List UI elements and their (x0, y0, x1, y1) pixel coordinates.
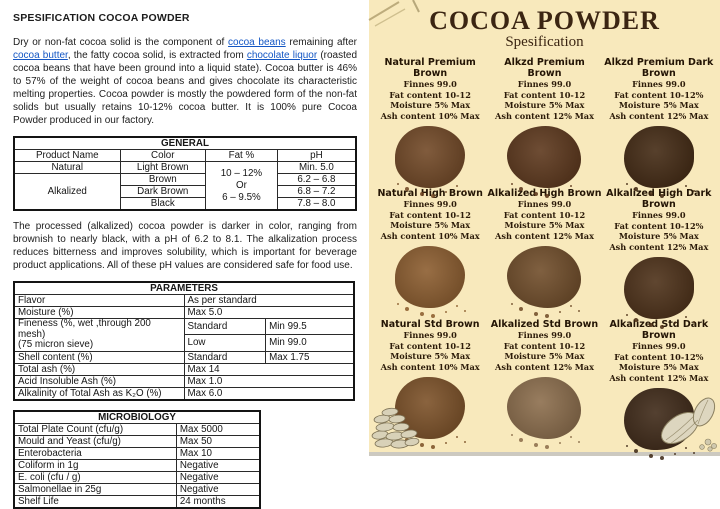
product-moisture: Moisture 5% Max (504, 351, 585, 361)
product-name: Alkalized High Brown (487, 188, 602, 199)
product-fat: Fat content 10-12 (503, 89, 586, 100)
general-ph-black: 7.8 – 8.0 (277, 198, 356, 211)
micro-row-label: Salmonellae in 25g (14, 483, 176, 495)
param-fineness-standard: Standard (184, 319, 266, 335)
general-ph-brown: 6.2 – 6.8 (277, 174, 356, 186)
intro-text-1: Dry or non-fat cocoa solid is the component of (13, 37, 229, 48)
product-finnes: Finnes 99.0 (517, 79, 572, 89)
general-color-brown: Brown (120, 174, 206, 186)
micro-row-label: Enterobacteria (14, 447, 176, 459)
cocoa-pods-sketch-image (650, 386, 720, 452)
micro-row-label: E. coli (cfu / g) (14, 471, 176, 483)
panel-subtitle: Spesification (505, 34, 584, 50)
param-fineness-low: Low (184, 335, 266, 351)
param-shell-value: Max 1.75 (266, 351, 354, 363)
micro-row-value: 24 months (176, 495, 260, 508)
param-flavor-label: Flavor (14, 295, 184, 307)
product-moisture: Moisture 5% Max (504, 100, 585, 110)
micro-row-value: Max 50 (176, 435, 260, 447)
microbiology-table (13, 410, 261, 509)
fineness-label-line-2: (75 micron sieve) (18, 339, 94, 350)
product-moisture: Moisture 5% Max (618, 231, 699, 241)
general-col-color: Color (120, 150, 206, 162)
micro-row-value: Negative (176, 459, 260, 471)
micro-row-label: Mould and Yeast (cfu/g) (14, 435, 176, 447)
general-ph-natural: Min. 5.0 (277, 162, 356, 174)
product-name: Natural Premium Brown (384, 57, 476, 79)
general-color-black: Black (120, 198, 206, 211)
cocoa-powder-spec-panel (369, 0, 720, 456)
product-fat: Fat content 10-12 (503, 340, 586, 351)
param-fineness-label (14, 319, 184, 352)
product-name: Alkalized Std Brown (490, 319, 599, 330)
cocoa-powder-pile-image (507, 377, 581, 439)
branch-sketch-decoration (369, 0, 429, 30)
cocoa-powder-pile-image (395, 126, 465, 188)
product-ash: Ash content 10% Max (380, 110, 480, 121)
param-alkalinity-label: Alkalinity of Total Ash as K₂O (%) (14, 387, 184, 400)
product-cell-natural-high-brown (373, 186, 487, 317)
param-total-ash-value: Max 14 (184, 363, 354, 375)
general-col-ph: pH (277, 150, 356, 162)
product-finnes: Finnes 99.0 (632, 79, 686, 89)
general-product-alkalized: Alkalized (14, 174, 120, 211)
fat-line-3: 6 – 9.5% (222, 191, 261, 203)
intro-text-2: remaining after (285, 37, 358, 48)
product-ash: Ash content 10% Max (380, 361, 480, 372)
cocoa-powder-pile-image (395, 246, 465, 308)
product-name: Alkalized High Dark Brown (606, 188, 712, 210)
product-fat: Fat content 10-12% (614, 220, 704, 231)
parameters-table (13, 281, 355, 401)
product-ash: Ash content 12% Max (494, 230, 594, 241)
micro-row-label: Shelf Life (14, 495, 176, 508)
param-acid-ash-value: Max 1.0 (184, 375, 354, 387)
product-fat: Fat content 10-12 (503, 209, 586, 220)
product-moisture: Moisture 5% Max (390, 351, 471, 361)
product-name: Alkalized Std Dark Brown (609, 319, 709, 341)
general-color-light-brown: Light Brown (120, 162, 206, 174)
cocoa-beans-link[interactable]: cocoa beans (228, 37, 286, 48)
general-ph-dark-brown: 6.8 – 7.2 (277, 186, 356, 198)
product-finnes: Finnes 99.0 (517, 330, 572, 340)
product-fat: Fat content 10-12 (389, 209, 471, 220)
micro-row-value: Max 5000 (176, 423, 260, 435)
cocoa-butter-link[interactable]: cocoa butter (13, 50, 68, 61)
product-fat: Fat content 10-12% (614, 89, 704, 100)
fat-line-1: 10 – 12% (220, 167, 263, 179)
micro-row-label: Coliform in 1g (14, 459, 176, 471)
param-flavor-value: As per standard (184, 295, 354, 307)
product-moisture: Moisture 5% Max (390, 220, 471, 230)
product-finnes: Finnes 99.0 (632, 341, 686, 351)
intro-paragraph (13, 36, 357, 127)
product-ash: Ash content 12% Max (494, 361, 594, 372)
general-product-natural: Natural (14, 162, 120, 174)
panel-title: COCOA POWDER (429, 6, 660, 35)
cocoa-powder-pile-image (507, 246, 581, 308)
fat-line-2: Or (235, 179, 247, 191)
product-ash: Ash content 12% Max (609, 110, 709, 121)
product-ash: Ash content 12% Max (609, 241, 709, 252)
product-finnes: Finnes 99.0 (632, 210, 686, 220)
product-finnes: Finnes 99.0 (403, 199, 457, 209)
product-moisture: Moisture 5% Max (618, 362, 699, 372)
product-moisture: Moisture 5% Max (390, 100, 471, 110)
general-col-fat: Fat % (206, 150, 278, 162)
product-name: Natural High Brown (377, 188, 483, 199)
product-fat: Fat content 10-12 (389, 340, 471, 351)
general-fat-range (206, 162, 278, 211)
general-table-title: GENERAL (14, 137, 356, 150)
cocoa-powder-pile-image (624, 257, 694, 319)
product-ash: Ash content 12% Max (609, 372, 709, 383)
param-fineness-standard-value: Min 99.5 (266, 319, 354, 335)
param-moisture-label: Moisture (%) (14, 307, 184, 319)
param-shell-label: Shell content (%) (14, 351, 184, 363)
product-fat: Fat content 10-12 (389, 89, 471, 100)
product-moisture: Moisture 5% Max (504, 220, 585, 230)
micro-row-label: Total Plate Count (cfu/g) (14, 423, 176, 435)
product-cell-alkalized-std-brown (487, 317, 601, 448)
product-name: Alkzd Premium Brown (504, 57, 585, 79)
product-cell-natural-premium-brown (373, 55, 487, 186)
product-cell-alkzd-premium-brown (487, 55, 601, 186)
product-name: Alkzd Premium Dark Brown (604, 57, 714, 79)
fineness-label-line-1: Fineness (%, wet ,through 200 mesh) (18, 318, 151, 340)
micro-row-value: Negative (176, 471, 260, 483)
parameters-table-title: PARAMETERS (14, 282, 354, 295)
micro-row-value: Max 10 (176, 447, 260, 459)
product-ash: Ash content 12% Max (494, 110, 594, 121)
general-table (13, 136, 357, 211)
param-moisture-value: Max 5.0 (184, 307, 354, 319)
alkalized-paragraph: The processed (alkalized) cocoa powder is darker in color, ranging from brownish to nearly black, with a pH of 6.2 to 8.1. The alkalization process reduces bitterness and improves solubility, which is important for beverage product applications. All of these pH values are considered safe for food use. (13, 221, 357, 271)
cocoa-powder-pile-image (624, 126, 694, 188)
microbiology-table-title: MICROBIOLOGY (14, 411, 260, 424)
general-color-dark-brown: Dark Brown (120, 186, 206, 198)
product-fat: Fat content 10-12% (614, 351, 704, 362)
param-total-ash-label: Total ash (%) (14, 363, 184, 375)
product-cell-alkalized-high-brown (487, 186, 601, 317)
product-name: Natural Std Brown (380, 319, 480, 330)
param-fineness-low-value: Min 99.0 (266, 335, 354, 351)
param-shell-grade: Standard (184, 351, 266, 363)
cocoa-powder-pile-image (507, 126, 581, 188)
document-title: SPESIFICATION COCOA POWDER (13, 12, 190, 24)
product-finnes: Finnes 99.0 (403, 79, 457, 89)
cocoa-beans-stack-image (372, 405, 422, 449)
product-cell-alkzd-premium-dark-brown (602, 55, 716, 186)
param-acid-ash-label: Acid Insoluble Ash (%) (14, 375, 184, 387)
product-finnes: Finnes 99.0 (517, 199, 572, 209)
chocolate-liquor-link[interactable]: chocolate liquor (246, 50, 318, 61)
micro-row-value: Negative (176, 483, 260, 495)
param-alkalinity-value: Max 6.0 (184, 387, 354, 400)
product-cell-alkalized-high-dark-brown (602, 186, 716, 317)
intro-text-4: (roasted cocoa beans that have been ground into a liquid state). Cocoa butter is 46% to 57% of the weight of cocoa beans and gives chocolate its characteristic melting properties. Cocoa powder is mostly the powdered form of the non-fat solids but usually retains 10-12% cocoa butter. It is 100% pure Cocoa Powder produced in our factory. (13, 50, 358, 126)
intro-text-3: , the fatty cocoa solid, is extracted from (67, 50, 247, 61)
general-col-product: Product Name (14, 150, 120, 162)
product-ash: Ash content 10% Max (380, 230, 480, 241)
product-moisture: Moisture 5% Max (618, 100, 699, 110)
product-finnes: Finnes 99.0 (403, 330, 457, 340)
